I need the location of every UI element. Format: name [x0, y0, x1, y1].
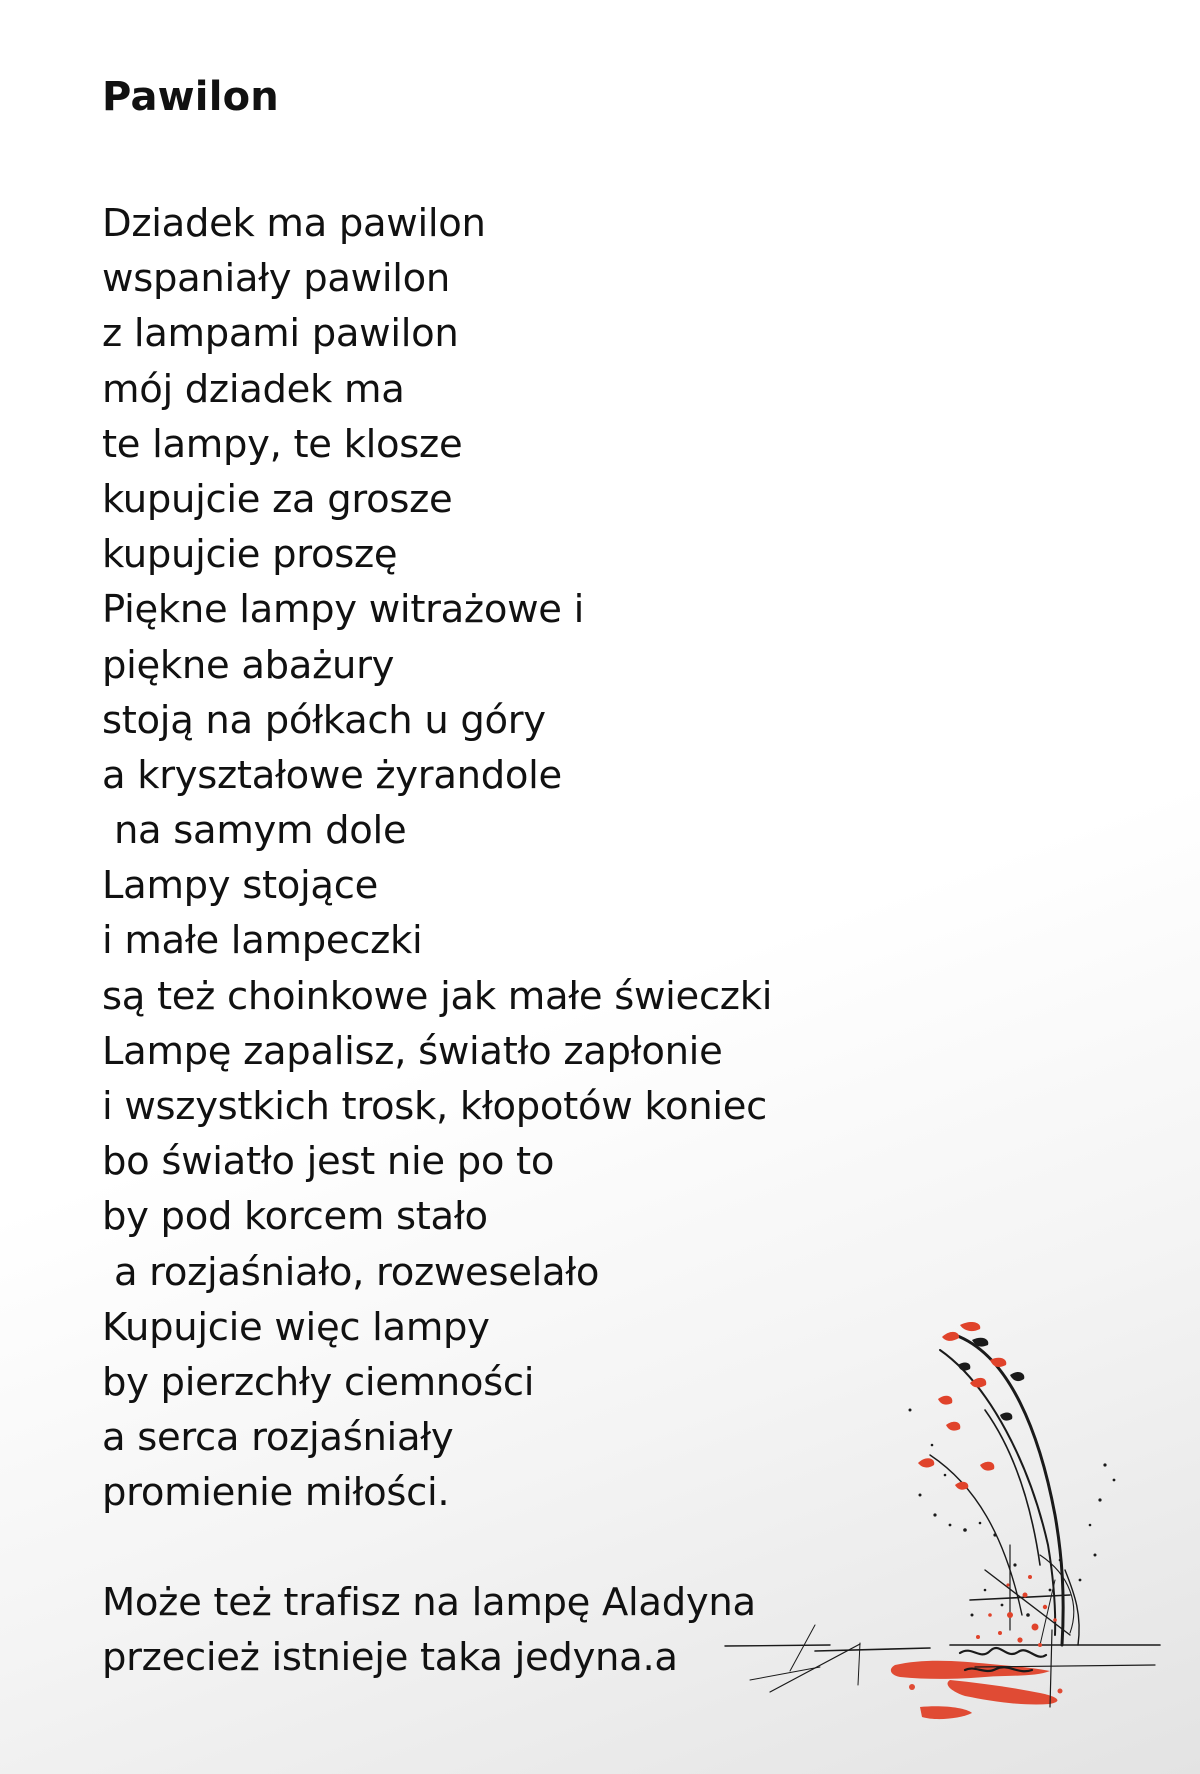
poem-line: i wszystkich trosk, kłopotów koniec: [102, 1084, 767, 1129]
poem-line: Może też trafisz na lampę Aladyna: [102, 1580, 756, 1625]
poem-line: na samym dole: [102, 808, 407, 854]
stanza-1: [102, 196, 772, 1521]
poem-line: stoją na półkach u góry: [102, 697, 546, 743]
poem-line: by pod korcem stało: [102, 1194, 488, 1240]
poem-line: Lampy stojące: [102, 863, 378, 909]
poem-line: mój dziadek ma: [102, 366, 405, 412]
stanza-2: [102, 1575, 756, 1685]
poem-line: promienie miłości.: [102, 1470, 450, 1516]
poem-line: kupujcie za grosze: [102, 476, 453, 522]
poem-line: te lampy, te klosze: [102, 421, 463, 467]
poem-line: a rozjaśniało, rozweselało: [102, 1249, 600, 1295]
poem-line: Piękne lampy witrażowe i: [102, 587, 585, 633]
poem-line: i małe lampeczki: [102, 918, 423, 964]
poem-line: z lampami pawilon: [102, 311, 459, 357]
poem-line: kupujcie proszę: [102, 532, 398, 578]
poem-line: a kryształowe żyrandole: [102, 752, 562, 798]
poem-line: piękne abażury: [102, 642, 395, 688]
poem-line: Dziadek ma pawilon: [102, 201, 486, 246]
poem-line: wspaniały pawilon: [102, 256, 450, 302]
poem-line: są też choinkowe jak małe świeczki: [102, 973, 773, 1019]
poem-line: bo światło jest nie po to: [102, 1139, 555, 1185]
poem-line: by pierzchły ciemności: [102, 1359, 535, 1405]
poem-line: Kupujcie więc lampy: [102, 1304, 490, 1350]
poem-line: Lampę zapalisz, światło zapłonie: [102, 1028, 723, 1074]
ink-plant-illustration-icon: [710, 1315, 1170, 1745]
poem-title: Pawilon: [102, 74, 279, 120]
poem-line: przecież istnieje taka jedyna.a: [102, 1635, 678, 1681]
poem-line: a serca rozjaśniały: [102, 1415, 454, 1461]
